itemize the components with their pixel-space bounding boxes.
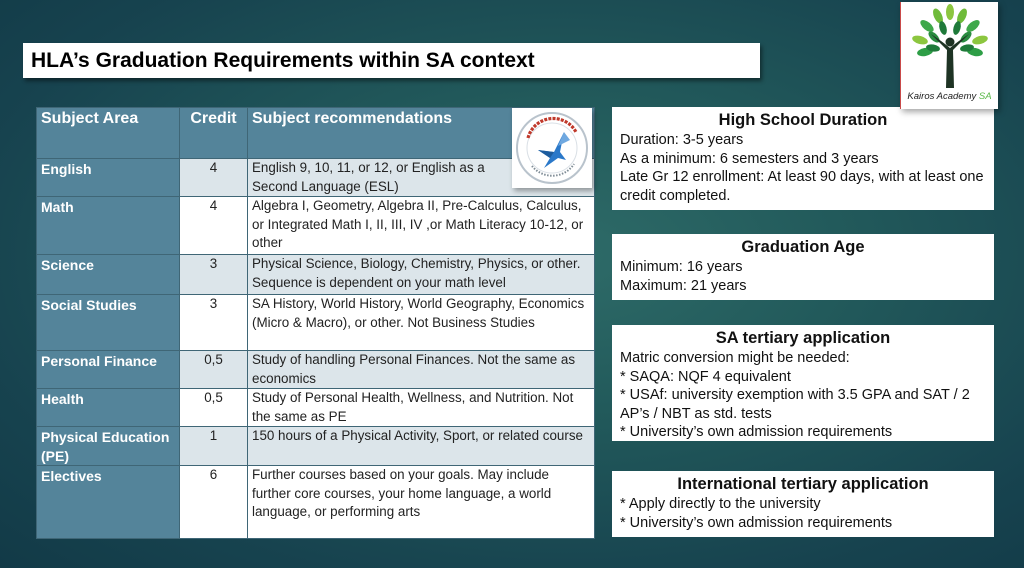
slide-title-bar <box>23 43 760 78</box>
table-row <box>37 255 595 295</box>
kairos-suffix: SA <box>978 91 992 102</box>
box-line: As a minimum: 6 semesters and 3 years <box>620 150 879 167</box>
recommendation-text: English 9, 10, 11, or 12, or English as a Second Language (ESL) <box>252 160 485 194</box>
homelife-academy-logo <box>512 108 592 188</box>
subject-cell: Personal Finance <box>37 351 180 389</box>
box-line: Maximum: 21 years <box>620 277 747 294</box>
sa-tertiary-application-box <box>612 325 994 441</box>
credit-cell: 3 <box>180 295 248 351</box>
kairos-name: Kairos Academy <box>907 91 977 102</box>
high-school-duration-box <box>612 107 994 210</box>
recommendation-cell: Study of Personal Health, Wellness, and Nutrition. Not the same as PE <box>248 389 595 427</box>
header-credit: Credit <box>180 108 248 159</box>
header-subject-area: Subject Area <box>37 108 180 159</box>
box-line: Matric conversion might be needed: <box>620 350 850 366</box>
credit-cell: 3 <box>180 255 248 295</box>
credit-cell: 4 <box>180 159 248 197</box>
table-row <box>37 389 595 427</box>
box-title: High School Duration <box>718 111 888 129</box>
table-row <box>37 197 595 255</box>
box-line: Duration: 3-5 years <box>620 132 744 148</box>
tree-person-icon <box>905 2 995 90</box>
table-row <box>37 427 595 466</box>
recommendation-cell: Physical Science, Biology, Chemistry, Physics, or other. Sequence is dependent on your math level <box>248 255 595 295</box>
kairos-academy-logo <box>900 2 998 109</box>
box-line: * University’s own admission requirements <box>620 424 893 440</box>
box-title: SA tertiary application <box>715 329 891 347</box>
credit-cell: 4 <box>180 197 248 255</box>
subject-cell: Science <box>37 255 180 295</box>
table-header-row <box>37 108 595 159</box>
box-line: * USAf: university exemption with 3.5 GPA and SAT / 2 AP’s / NBT as std. tests <box>620 387 970 422</box>
recommendation-cell: Further courses based on your goals. May include further core courses, your home language, a world language, or performing arts <box>248 466 595 539</box>
bird-icon <box>514 110 590 186</box>
credit-cell: 6 <box>180 466 248 539</box>
subject-cell: Electives <box>37 466 180 539</box>
recommendation-cell: SA History, World History, World Geography, Economics (Micro & Macro), or other. Not Business Studies <box>248 295 595 351</box>
table-row <box>37 351 595 389</box>
subject-cell: Math <box>37 197 180 255</box>
box-title: International tertiary application <box>677 475 929 493</box>
box-line: * University’s own admission requirements <box>620 514 893 531</box>
box-line: Minimum: 16 years <box>620 259 743 275</box>
box-line: Late Gr 12 enrollment: At least 90 days, with at least one credit completed. <box>620 169 984 204</box>
slide-title: HLA’s Graduation Requirements within SA context <box>31 48 535 72</box>
subject-cell: English <box>37 159 180 197</box>
recommendation-cell: Study of handling Personal Finances. Not the same as economics <box>248 351 595 389</box>
table-row <box>37 295 595 351</box>
recommendation-cell: Algebra I, Geometry, Algebra II, Pre-Calculus, Calculus, or Integrated Math I, II, III, IV ,or Math Literacy 10-12, or other <box>248 197 595 255</box>
credit-cell: 0,5 <box>180 389 248 427</box>
header-subject-recommendations: Subject recommendations <box>248 108 595 159</box>
credit-cell: 0,5 <box>180 351 248 389</box>
subject-cell: Physical Education (PE) <box>37 427 180 466</box>
box-line: * Apply directly to the university <box>620 496 821 512</box>
table-row <box>37 466 595 539</box>
subject-cell: Health <box>37 389 180 427</box>
kairos-academy-name <box>907 91 991 102</box>
box-title: Graduation Age <box>741 238 865 256</box>
box-line: * SAQA: NQF 4 equivalent <box>620 368 791 385</box>
subject-cell: Social Studies <box>37 295 180 351</box>
international-tertiary-application-box <box>612 471 994 537</box>
recommendation-cell: 150 hours of a Physical Activity, Sport, or related course <box>248 427 595 466</box>
graduation-age-box <box>612 234 994 300</box>
table-row <box>37 159 595 197</box>
credit-cell: 1 <box>180 427 248 466</box>
